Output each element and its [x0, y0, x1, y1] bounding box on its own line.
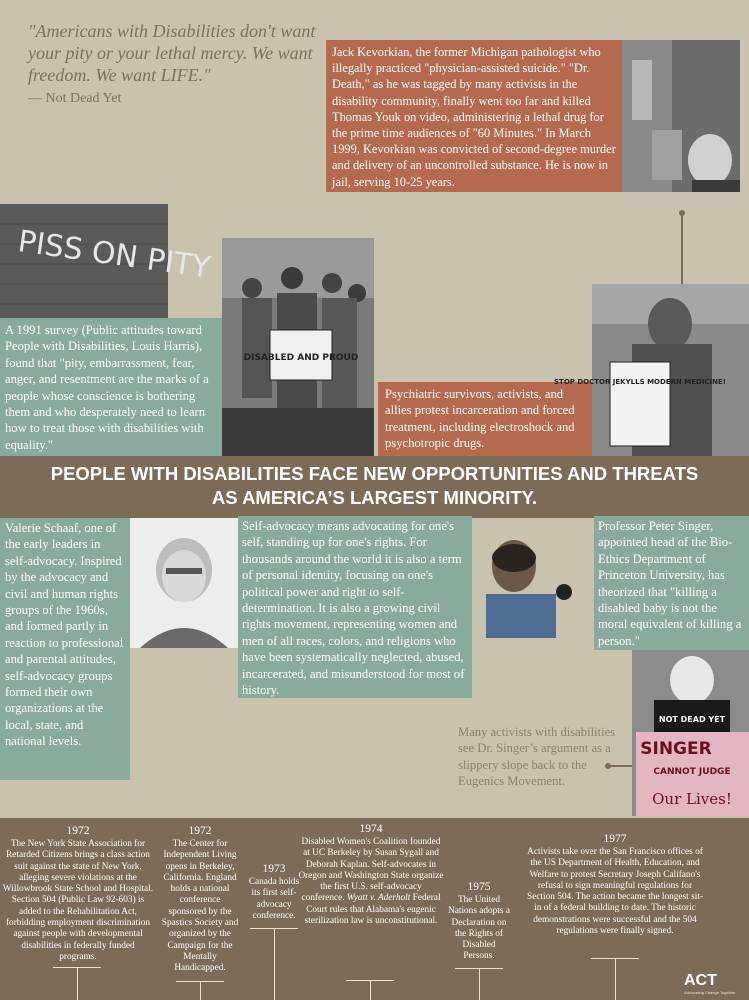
self-advocate-speaker-photo [472, 520, 594, 638]
timeline-text: Disabled Women's Coalition founded at UC Berkeley by Susan Sygall and Deborah Kaplan. Self-advocates in Oregon and Washington State organize the first U.S. self-advocacy conference. [298, 837, 444, 904]
timeline-year: 1975 [467, 881, 491, 893]
timeline-stem [200, 982, 201, 1000]
timeline-entry-1973 [245, 862, 303, 922]
not-dead-sign-text: NOT DEAD YET [658, 715, 726, 724]
headline-line-2: AS AMERICA’S LARGEST MINORITY. [211, 487, 538, 508]
timeline-text: The New York State Association for Retarded Citizens brings a class action suit against the state of New York, alleging severe violations at the Willowbrook State School and Hospital. Section 504 (Public Law 92-603) is added to the Rehabilitation Act, forbidding employment discrimination against people with developmental disabilities in federally funded programs. [2, 839, 154, 962]
act-logo-tagline: Advocating Change Together [684, 990, 736, 995]
headline-line-1: PEOPLE WITH DISABILITIES FACE NEW OPPORTUNITIES AND THREATS [50, 463, 699, 484]
timeline-year: 1972 [188, 825, 212, 837]
singer-sign-line-3: Our Lives! [652, 790, 732, 808]
psychiatric-survivors-caption: Psychiatric survivors, activists, and allies protest incarceration and forced treatment, including electroshock and psychotropic drugs. [378, 382, 592, 456]
activists-connector-line [608, 765, 632, 767]
singer-sign-line-2: CANNOT JUDGE [653, 767, 731, 777]
quote-source: — Not Dead Yet [28, 91, 122, 106]
timeline-stem [479, 969, 480, 1000]
kevorkian-caption: Jack Kevorkian, the former Michigan pathologist who illegally practiced "physician-assisted suicide." "Dr. Death," as he was tagged by many activists in the disability community, finally went too far and killed Thomas Youk on video, administering a lethal drug for the prime time audiences of "60 Minutes." In March 1999, Kevorkian was convicted of second-degree murder and delivery of an uncontrolled substance. He is now in jail, serving 10-25 years. [326, 40, 622, 192]
timeline-case-name: Wyatt v. Aderholt [346, 893, 411, 904]
timeline-entry-1972-berkeley [160, 824, 240, 975]
survey-caption: A 1991 survey (Public attitudes toward People with Disabilities, Louis Harris), found that "pity, embarrassment, fear, anger, and resentment are the marks of a people whose conscience is bothering them and who desperately need to learn how to treat those with disabilities with equality." [0, 318, 222, 456]
timeline-text: The United Nations adopts a Declaration on the Rights of Disabled Persons. [448, 895, 510, 962]
stop-sign-text: STOP DOCTOR JEKYLLS MODERN MEDICINE! [554, 378, 726, 386]
activists-caption: Many activists with disabilities see Dr. Singer’s argument as a slippery slope back to the Eugenics Movement. [458, 725, 616, 789]
graffiti-photo [0, 204, 213, 318]
timeline-stem [370, 981, 371, 1000]
connector-line [681, 212, 683, 284]
main-headline [0, 462, 749, 510]
peter-singer-caption: Professor Peter Singer, appointed head of the Bio-Ethics Department of Princeton University, has theorized that "killing a disabled baby is not the moral equivalent of killing a person." [594, 516, 749, 650]
timeline-entry-1972-willowbrook [2, 824, 154, 963]
timeline-stem [77, 968, 78, 1000]
timeline-entry-1977 [526, 832, 704, 937]
timeline-year: 1972 [66, 825, 90, 837]
graffiti-text: PISS ON PITY [15, 224, 213, 286]
timeline-text: Activists take over the San Francisco offices of the US Department of Health, Education, and Welfare to protest Secretary Joseph Califano's refusal to sign meaningful regulations for Section 504. The action became the longest sit-in of a federal building to date. The historic demonstrations were successful and the 504 regulations were finally signed. [527, 847, 703, 937]
self-advocacy-caption: Self-advocacy means advocating for one's self, standing up for one's rights. For thousands around the world it is also a term of personal identity, focusing on one's political power and right to self-determination. It is also a growing civil rights movement, representing women and men of all races, colors, and religions who have been systematically neglected, abused, incarcerated, and misunderstood for most of history. [238, 516, 472, 698]
activists-connector-dot [605, 763, 611, 769]
timeline-text: Federal Court rules that Alabama's eugenic sterilization law is unconstitutional. [304, 893, 441, 927]
timeline-text: The Center for Independent Living opens in Berkeley, California. England holds a national conference sponsored by the Spastics Society and organized by the Campaign for the Mentally Handicapped. [161, 839, 239, 974]
stop-doctor-jekylls-photo [554, 284, 749, 456]
proud-sign-text: DISABLED AND PROUD [243, 353, 359, 363]
timeline-year: 1977 [603, 833, 627, 845]
act-logo: ACT [684, 972, 717, 989]
timeline-year: 1973 [262, 863, 286, 875]
timeline-stem [274, 929, 275, 1000]
singer-cannot-judge-photo [632, 650, 749, 816]
valerie-schaaf-photo [130, 518, 238, 648]
valerie-schaaf-caption: Valerie Schaaf, one of the early leaders in self-advocacy. Inspired by the advocacy and civil and human rights groups of the 1960s, and formed partly in reaction to professional and parental attitudes, self-advocacy groups formed their own organizations at the local, state, and national levels. [0, 518, 130, 780]
singer-sign-line-1: SINGER [640, 739, 712, 759]
disabled-and-proud-photo [222, 238, 374, 456]
timeline-text: Canada holds its first self-advocacy conference. [248, 877, 300, 921]
timeline-stem [615, 959, 616, 1000]
kevorkian-photo [622, 40, 740, 192]
timeline-entry-1975 [446, 880, 512, 963]
timeline-entry-1974 [298, 822, 444, 927]
timeline-year: 1974 [359, 823, 383, 835]
not-dead-yet-quote: "Americans with Disabilities don't want your pity or your lethal mercy. We want freedom. We want LIFE." [28, 21, 316, 85]
